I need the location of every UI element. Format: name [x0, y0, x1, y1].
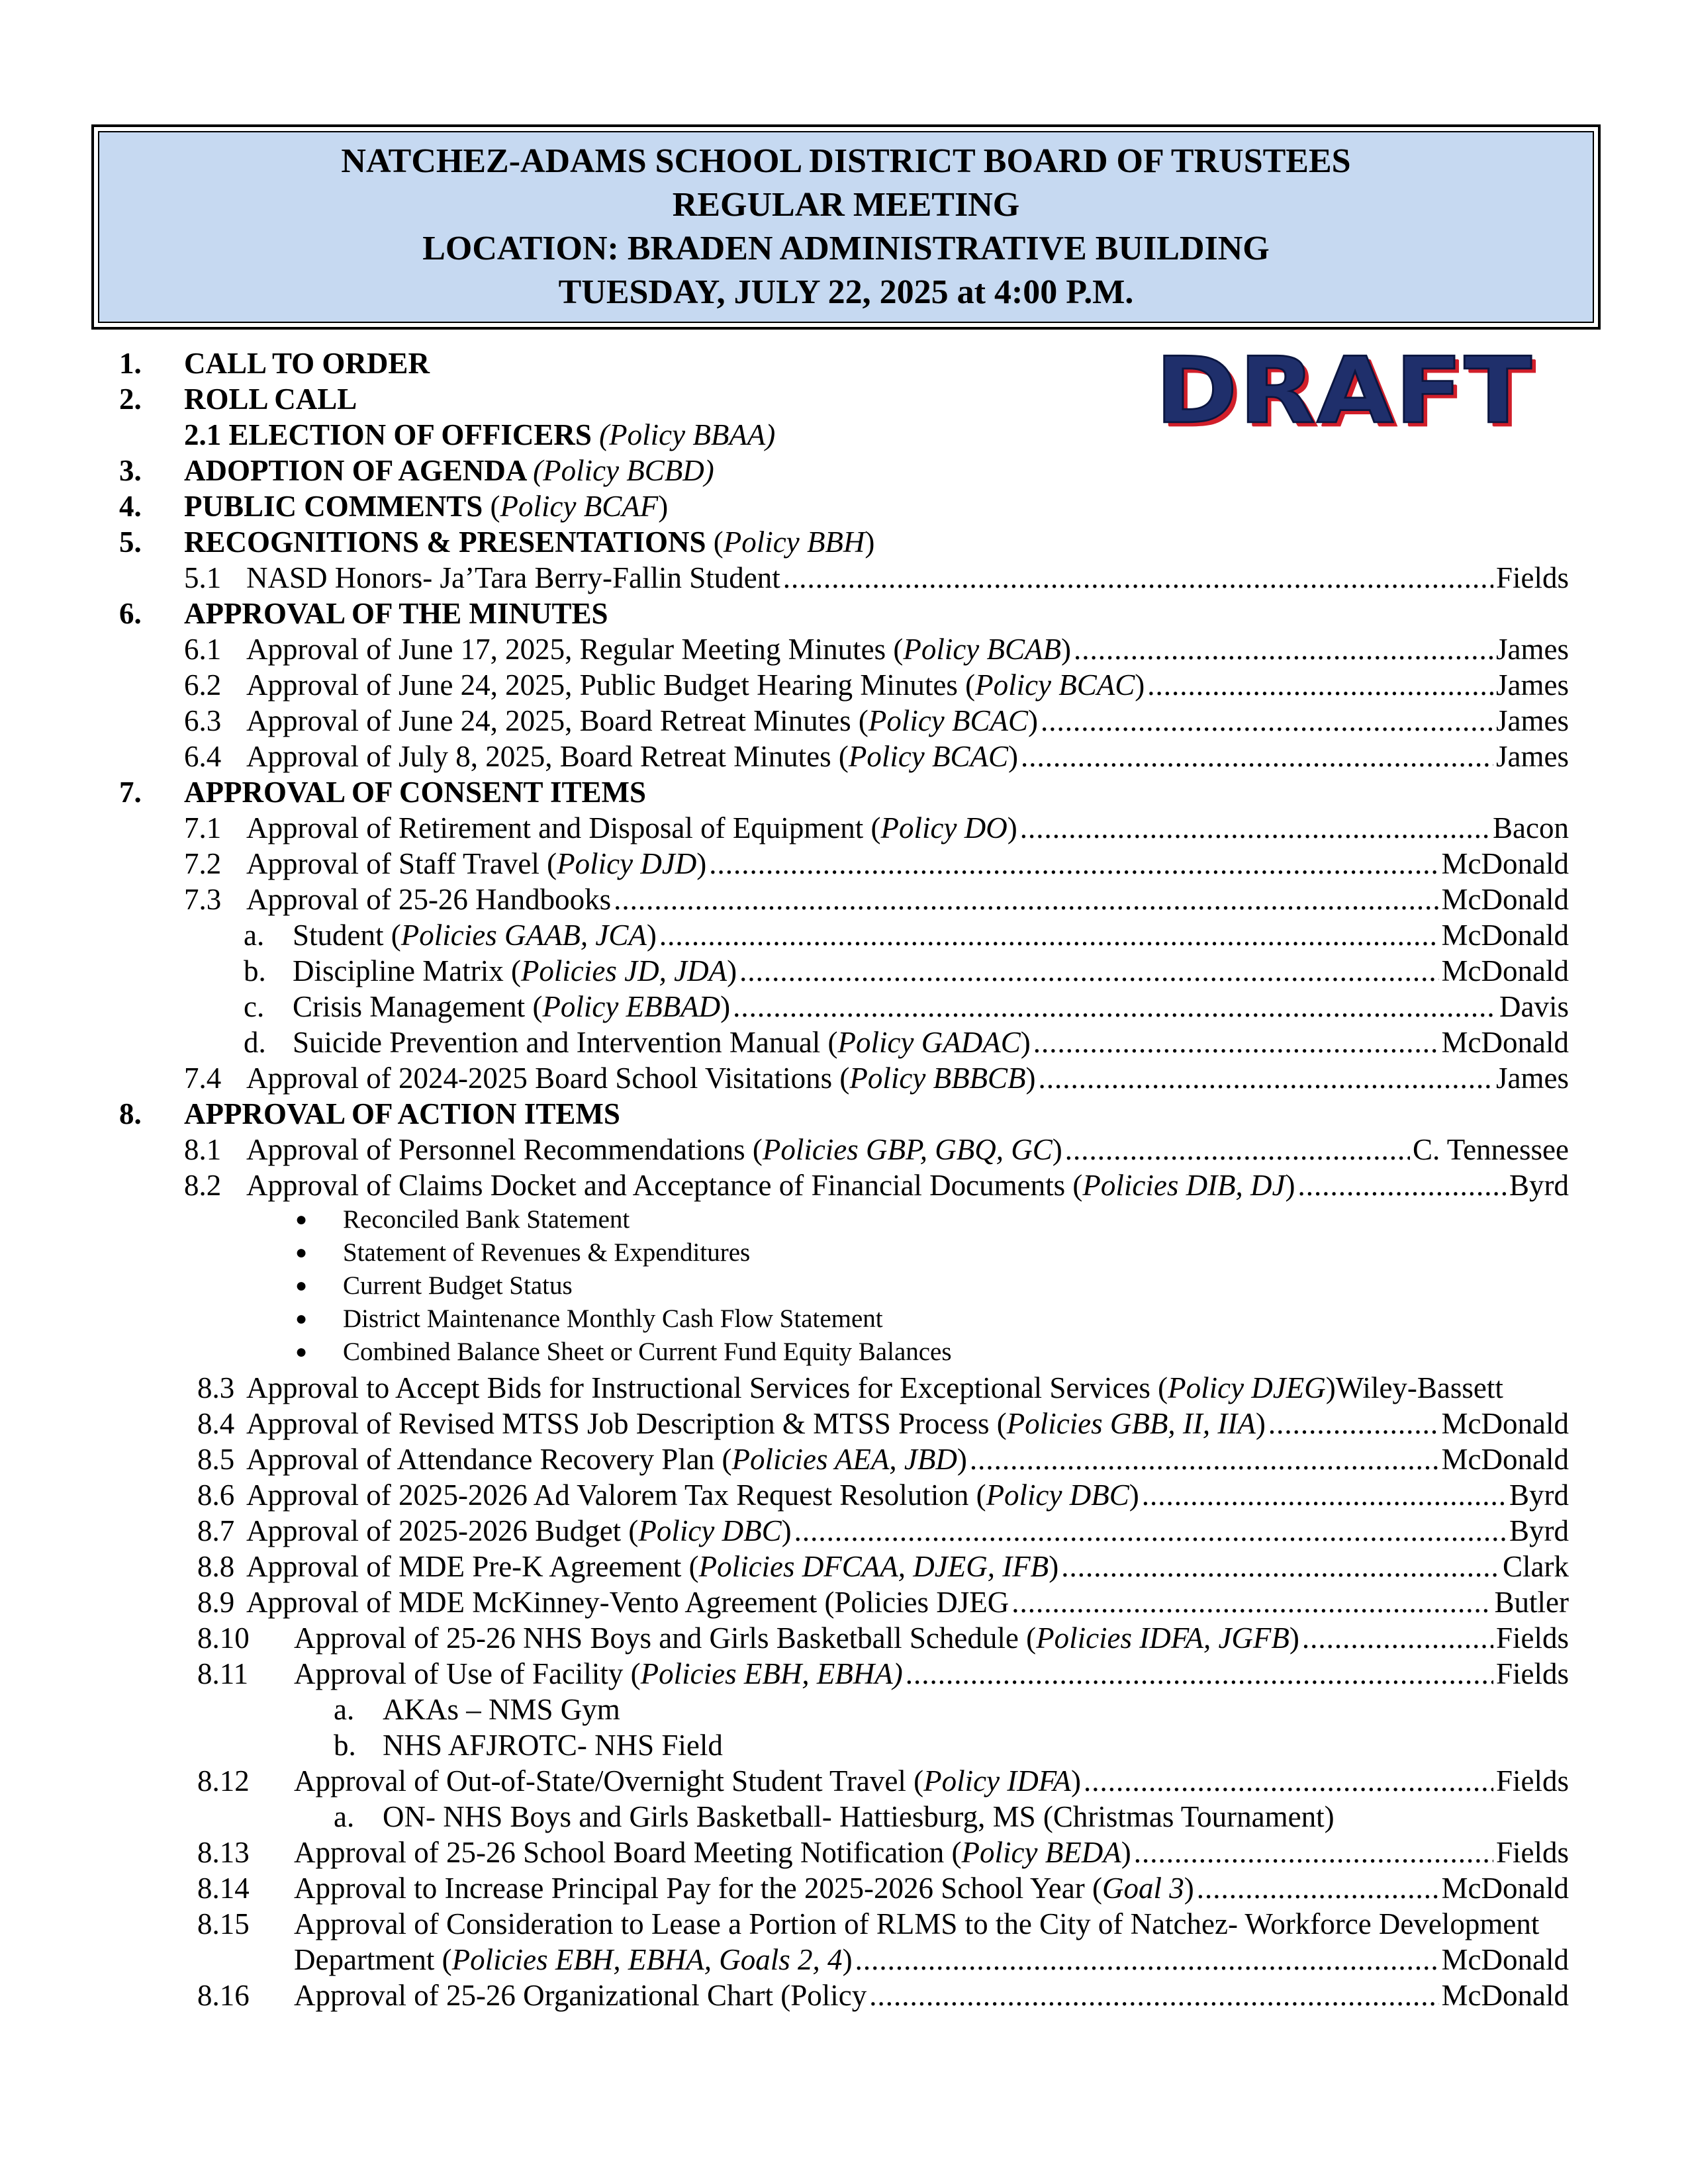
- item-text: Approval of July 8, 2025, Board Retreat Minutes (: [246, 740, 849, 773]
- policy-ref: Policies GBP, GBQ, GC: [762, 1133, 1053, 1166]
- policy-ref: Policies DIB, DJ: [1082, 1169, 1286, 1202]
- paren-close: ): [727, 954, 737, 987]
- agenda-item-6-2: [184, 667, 1569, 703]
- agenda-item-8-7: [197, 1513, 1569, 1549]
- policy-ref: Policy DBC: [986, 1479, 1129, 1512]
- agenda-item-8-11: [197, 1656, 1569, 1692]
- item-letter: b.: [244, 954, 266, 987]
- item-text: Approval to Accept Bids for Instructional Services for Exceptional Services (: [246, 1371, 1168, 1404]
- paren-close: ): [1070, 1764, 1081, 1797]
- leader-dots: [1298, 1167, 1507, 1203]
- section-number: 2.: [119, 383, 142, 416]
- policy-ref: Policy BCAC: [975, 668, 1135, 702]
- leader-dots: [1033, 1024, 1439, 1060]
- item-text: Approval of 25-26 School Board Meeting Notification (: [294, 1836, 962, 1869]
- policy-ref: Policy DBC: [638, 1514, 782, 1547]
- item-number: 8.1: [184, 1133, 222, 1166]
- item-number: 7.1: [184, 811, 222, 844]
- agenda-item-7-1: [184, 810, 1569, 846]
- header-date: TUESDAY, JULY 22, 2025 at 4:00 P.M.: [558, 273, 1134, 311]
- leader-dots: [614, 882, 1438, 917]
- agenda-item-8-15-cont: [294, 1942, 1569, 1978]
- bullet-text: District Maintenance Monthly Cash Flow Statement: [343, 1304, 883, 1333]
- leader-dots: [739, 953, 1438, 989]
- agenda-item-7-3-c: [244, 989, 1569, 1024]
- section-number: 4.: [119, 490, 142, 523]
- item-number: 6.4: [184, 740, 222, 773]
- item-number: 8.3: [197, 1371, 235, 1404]
- leader-dots: [1021, 739, 1493, 774]
- leader-dots: [1142, 1477, 1507, 1513]
- agenda-item-7-3-a: [244, 917, 1569, 953]
- leader-dots: [1061, 1549, 1500, 1584]
- item-presenter: Butler: [1494, 1586, 1569, 1619]
- item-number: 8.6: [197, 1479, 235, 1512]
- policy-ref: Policy BEDA: [961, 1836, 1121, 1869]
- item-presenter: James: [1496, 668, 1569, 702]
- item-presenter: Byrd: [1509, 1479, 1569, 1512]
- policy-ref: Policy GADAC: [837, 1026, 1021, 1059]
- item-presenter: Bacon: [1493, 811, 1569, 844]
- section-number: 1.: [119, 347, 142, 380]
- header-banner: [98, 131, 1594, 323]
- item-letter: b.: [334, 1729, 356, 1762]
- item-number: 8.2: [184, 1169, 222, 1202]
- section-title: CALL TO ORDER: [184, 347, 430, 380]
- agenda-item-8-8: [197, 1549, 1569, 1584]
- item-letter: c.: [244, 990, 265, 1023]
- item-number: 8.4: [197, 1407, 235, 1440]
- agenda-item-8-10: [197, 1620, 1569, 1656]
- item-text: Approval of 25-26 Organizational Chart (Policy: [294, 1979, 867, 2012]
- leader-dots: [709, 846, 1438, 882]
- item-presenter: Clark: [1503, 1550, 1569, 1583]
- paren-open: (: [713, 525, 724, 559]
- item-presenter: McDonald: [1441, 1443, 1569, 1476]
- agenda-item-6-3: [184, 703, 1569, 739]
- item-number: 8.14: [197, 1872, 250, 1905]
- leader-dots: [1074, 631, 1493, 667]
- item-presenter: McDonald: [1441, 1872, 1569, 1905]
- draft-stamp: DRAFT: [1155, 338, 1533, 445]
- paren-close: ): [1289, 1621, 1299, 1655]
- policy-ref: Policy DJEG: [1168, 1371, 1326, 1404]
- paren-close: ): [1121, 1836, 1131, 1869]
- item-text: Discipline Matrix (: [293, 954, 521, 987]
- item-text: Approval of 2025-2026 Ad Valorem Tax Request Resolution (: [246, 1479, 986, 1512]
- item-letter: a.: [244, 919, 265, 952]
- agenda-item-8-16: [197, 1978, 1569, 2013]
- agenda-item-7-3-b: [244, 953, 1569, 989]
- item-presenter: Davis: [1499, 990, 1569, 1023]
- policy-ref: Policies JD, JDA: [520, 954, 727, 987]
- policy-ref: Policies DFCAA, DJEG, IFB: [698, 1550, 1049, 1583]
- item-presenter: McDonald: [1441, 1943, 1569, 1976]
- policy-ref: Policy IDFA: [923, 1764, 1071, 1797]
- item-presenter: James: [1496, 1062, 1569, 1095]
- policy-ref: Policies AEA, JBD: [731, 1443, 957, 1476]
- item-presenter: Fields: [1495, 1621, 1569, 1655]
- item-presenter: C. Tennessee: [1413, 1133, 1569, 1166]
- item-number: 7.4: [184, 1062, 222, 1095]
- policy-ref: Policy BBBCB: [849, 1062, 1026, 1095]
- item-presenter: Wiley-Bassett: [1335, 1371, 1503, 1404]
- leader-dots: [1268, 1406, 1439, 1441]
- item-text: ON- NHS Boys and Girls Basketball- Hattiesburg, MS (Christmas Tournament): [383, 1800, 1335, 1833]
- paren-close: ): [1061, 633, 1072, 666]
- leader-dots: [1039, 1060, 1493, 1096]
- leader-dots: [1041, 703, 1493, 739]
- item-number: 5.1: [184, 561, 222, 594]
- item-presenter: McDonald: [1441, 954, 1569, 987]
- agenda-item-8-14: [197, 1870, 1569, 1906]
- item-number: 7.3: [184, 883, 222, 916]
- policy-ref: Policy BCAC: [848, 740, 1009, 773]
- policy-ref: Policy DJD: [557, 847, 697, 880]
- paren-close: ): [781, 1514, 792, 1547]
- item-text: Approval of Retirement and Disposal of Equipment (: [246, 811, 881, 844]
- item-presenter: Fields: [1495, 1657, 1569, 1690]
- item-number: 6.2: [184, 668, 222, 702]
- leader-dots: [855, 1942, 1439, 1978]
- item-letter: d.: [244, 1026, 266, 1059]
- agenda-item-8-1: [184, 1132, 1569, 1167]
- paren-close: ): [1285, 1169, 1295, 1202]
- paren-close: ): [957, 1443, 967, 1476]
- agenda-item-7-4: [184, 1060, 1569, 1096]
- paren-close: ): [1008, 740, 1019, 773]
- paren-close: ): [842, 1943, 853, 1976]
- item-number: 8.9: [197, 1586, 235, 1619]
- leader-dots: [1197, 1870, 1439, 1906]
- policy-ref: Policies EBH, EBHA, Goals 2, 4: [451, 1943, 843, 1976]
- section-number: 8.: [119, 1097, 142, 1130]
- agenda-item-7-3-d: [244, 1024, 1569, 1060]
- agenda-item-7-2: [184, 846, 1569, 882]
- header-title: NATCHEZ-ADAMS SCHOOL DISTRICT BOARD OF TRUSTEES: [341, 142, 1351, 180]
- leader-dots: [1065, 1132, 1410, 1167]
- item-number: 8.7: [197, 1514, 235, 1547]
- policy-ref: Goal 3: [1102, 1872, 1184, 1905]
- leader-dots: [1084, 1763, 1493, 1799]
- item-text: Department (: [294, 1943, 452, 1976]
- item-text: Approval of Use of Facility (: [294, 1657, 641, 1690]
- agenda-item-8-5: [197, 1441, 1569, 1477]
- section-title: 2.1 ELECTION OF OFFICERS: [184, 418, 592, 451]
- bullet-text: Reconciled Bank Statement: [343, 1205, 630, 1234]
- policy-ref: Policies GAAB, JCA: [400, 919, 647, 952]
- section-title: ADOPTION OF AGENDA: [184, 454, 526, 487]
- paren-close: ): [865, 525, 875, 559]
- bullet-icon: ●: [295, 1242, 308, 1263]
- header-meeting-type: REGULAR MEETING: [672, 186, 1020, 224]
- agenda-item-8-2: [184, 1167, 1569, 1203]
- leader-dots: [1020, 810, 1490, 846]
- leader-dots: [733, 989, 1497, 1024]
- section-title: APPROVAL OF ACTION ITEMS: [184, 1097, 620, 1130]
- policy-ref: Policy EBBAD: [542, 990, 721, 1023]
- leader-dots: [906, 1656, 1493, 1692]
- item-presenter: James: [1496, 633, 1569, 666]
- item-number: 8.13: [197, 1836, 250, 1869]
- item-number: 8.5: [197, 1443, 235, 1476]
- item-number: 8.15: [197, 1907, 250, 1940]
- policy-ref: Policies GBB, II, IIA: [1006, 1407, 1256, 1440]
- paren-close: ): [658, 490, 669, 523]
- policy-ref: Policy BBH: [723, 525, 865, 559]
- item-text: Approval of 2025-2026 Budget (: [246, 1514, 639, 1547]
- policy-ref: (Policy BBAA): [599, 418, 776, 451]
- item-number: 8.10: [197, 1621, 250, 1655]
- section-number: 5.: [119, 525, 142, 559]
- item-presenter: McDonald: [1441, 883, 1569, 916]
- header-box: [91, 124, 1601, 330]
- bullet-text: Statement of Revenues & Expenditures: [343, 1238, 751, 1267]
- item-text: Approval of MDE McKinney-Vento Agreement (Policies DJEG: [246, 1586, 1009, 1619]
- item-text: NHS AFJROTC- NHS Field: [383, 1729, 723, 1762]
- item-presenter: Fields: [1495, 1836, 1569, 1869]
- paren-close: ): [696, 847, 707, 880]
- item-presenter: McDonald: [1441, 1979, 1569, 2012]
- paren-close: ): [1028, 704, 1039, 737]
- leader-dots: [970, 1441, 1439, 1477]
- item-text: AKAs – NMS Gym: [383, 1693, 620, 1726]
- agenda-item-8-12: [197, 1763, 1569, 1799]
- paren-close: ): [1184, 1872, 1194, 1905]
- leader-dots: [659, 917, 1439, 953]
- section-title: PUBLIC COMMENTS: [184, 490, 483, 523]
- item-text: Approval of MDE Pre-K Agreement (: [246, 1550, 699, 1583]
- policy-ref: Policies EBH, EBHA): [640, 1657, 903, 1690]
- leader-dots: [1302, 1620, 1493, 1656]
- item-text: Approval of Revised MTSS Job Description & MTSS Process (: [246, 1407, 1007, 1440]
- agenda-item-8-6: [197, 1477, 1569, 1513]
- item-text: Student (: [293, 919, 401, 952]
- item-presenter: Fields: [1495, 561, 1569, 594]
- item-presenter: McDonald: [1441, 1026, 1569, 1059]
- paren-close: ): [1135, 668, 1145, 702]
- leader-dots: [1134, 1835, 1493, 1870]
- item-text: Approval of June 17, 2025, Regular Meeting Minutes (: [246, 633, 904, 666]
- item-text: Approval of Attendance Recovery Plan (: [246, 1443, 732, 1476]
- item-presenter: Byrd: [1509, 1169, 1569, 1202]
- bullet-icon: ●: [295, 1275, 308, 1297]
- bullet-icon: ●: [295, 1308, 308, 1330]
- bullet-text: Combined Balance Sheet or Current Fund Equity Balances: [343, 1338, 952, 1366]
- policy-ref: (Policy BCBD): [533, 454, 714, 487]
- leader-dots: [783, 560, 1493, 596]
- section-title: APPROVAL OF CONSENT ITEMS: [184, 776, 647, 809]
- item-number: 7.2: [184, 847, 222, 880]
- paren-close: ): [1129, 1479, 1139, 1512]
- paren-close: ): [646, 919, 657, 952]
- agenda-item-5-1: [184, 560, 1569, 596]
- section-title: APPROVAL OF THE MINUTES: [184, 597, 608, 630]
- header-location: LOCATION: BRADEN ADMINISTRATIVE BUILDING: [422, 230, 1270, 267]
- section-number: 6.: [119, 597, 142, 630]
- paren-close: ): [1007, 811, 1017, 844]
- item-number: 6.3: [184, 704, 222, 737]
- policy-ref: Policy BCAB: [903, 633, 1062, 666]
- bullet-icon: ●: [295, 1208, 308, 1230]
- item-text: Approval of June 24, 2025, Board Retreat Minutes (: [246, 704, 868, 737]
- item-text: Crisis Management (: [293, 990, 543, 1023]
- item-text: Approval of Out-of-State/Overnight Student Travel (: [294, 1764, 924, 1797]
- section-title: ROLL CALL: [184, 383, 357, 416]
- section-number: 3.: [119, 454, 142, 487]
- leader-dots: [1011, 1584, 1491, 1620]
- policy-ref: Policies IDFA, JGFB: [1036, 1621, 1289, 1655]
- item-number: 8.12: [197, 1764, 250, 1797]
- paren-close: ): [1049, 1550, 1059, 1583]
- item-number: 8.8: [197, 1550, 235, 1583]
- agenda-item-7-3: [184, 882, 1569, 917]
- section-number: 7.: [119, 776, 142, 809]
- item-text: Approval of 25-26 NHS Boys and Girls Basketball Schedule (: [294, 1621, 1037, 1655]
- agenda-item-8-4: [197, 1406, 1569, 1441]
- paren-close: ): [1020, 1026, 1031, 1059]
- leader-dots: [869, 1978, 1438, 2013]
- paren-close: ): [1255, 1407, 1266, 1440]
- agenda-item-6-1: [184, 631, 1569, 667]
- item-letter: a.: [334, 1800, 355, 1833]
- item-presenter: Byrd: [1509, 1514, 1569, 1547]
- paren-close: ): [1052, 1133, 1062, 1166]
- item-text: NASD Honors- Ja’Tara Berry-Fallin Student: [246, 561, 780, 594]
- bullet-text: Current Budget Status: [343, 1271, 573, 1300]
- item-presenter: James: [1496, 740, 1569, 773]
- paren-close: ): [1325, 1371, 1336, 1404]
- item-text: Suicide Prevention and Intervention Manual (: [293, 1026, 838, 1059]
- item-number: 8.11: [197, 1657, 249, 1690]
- agenda-item-8-3: [197, 1370, 1569, 1406]
- item-presenter: James: [1496, 704, 1569, 737]
- item-text: Approval of 25-26 Handbooks: [246, 883, 612, 916]
- item-text: Approval of Claims Docket and Acceptance of Financial Documents (: [246, 1169, 1083, 1202]
- leader-dots: [1147, 667, 1493, 703]
- policy-ref: Policy DO: [880, 811, 1008, 844]
- item-presenter: McDonald: [1441, 1407, 1569, 1440]
- paren-open: (: [490, 490, 500, 523]
- item-text: Approval of June 24, 2025, Public Budget Hearing Minutes (: [246, 668, 976, 702]
- item-text: Approval to Increase Principal Pay for the 2025-2026 School Year (: [294, 1872, 1102, 1905]
- item-number: 8.16: [197, 1979, 250, 2012]
- item-text: Approval of Staff Travel (: [246, 847, 557, 880]
- agenda-item-6-4: [184, 739, 1569, 774]
- paren-close: ): [720, 990, 731, 1023]
- policy-ref: Policy BCAC: [868, 704, 1029, 737]
- item-presenter: McDonald: [1441, 919, 1569, 952]
- item-text: Approval of Consideration to Lease a Portion of RLMS to the City of Natchez- Workforce Development: [294, 1907, 1540, 1940]
- section-title: RECOGNITIONS & PRESENTATIONS: [184, 525, 706, 559]
- leader-dots: [794, 1513, 1507, 1549]
- item-presenter: Fields: [1495, 1764, 1569, 1797]
- paren-close: ): [1025, 1062, 1036, 1095]
- item-letter: a.: [334, 1693, 355, 1726]
- bullet-icon: ●: [295, 1341, 308, 1363]
- item-presenter: McDonald: [1441, 847, 1569, 880]
- agenda-item-8-13: [197, 1835, 1569, 1870]
- item-text: Approval of 2024-2025 Board School Visitations (: [246, 1062, 850, 1095]
- policy-ref: Policy BCAF: [500, 490, 659, 523]
- agenda-item-8-9: [197, 1584, 1569, 1620]
- item-number: 6.1: [184, 633, 222, 666]
- item-text: Approval of Personnel Recommendations (: [246, 1133, 763, 1166]
